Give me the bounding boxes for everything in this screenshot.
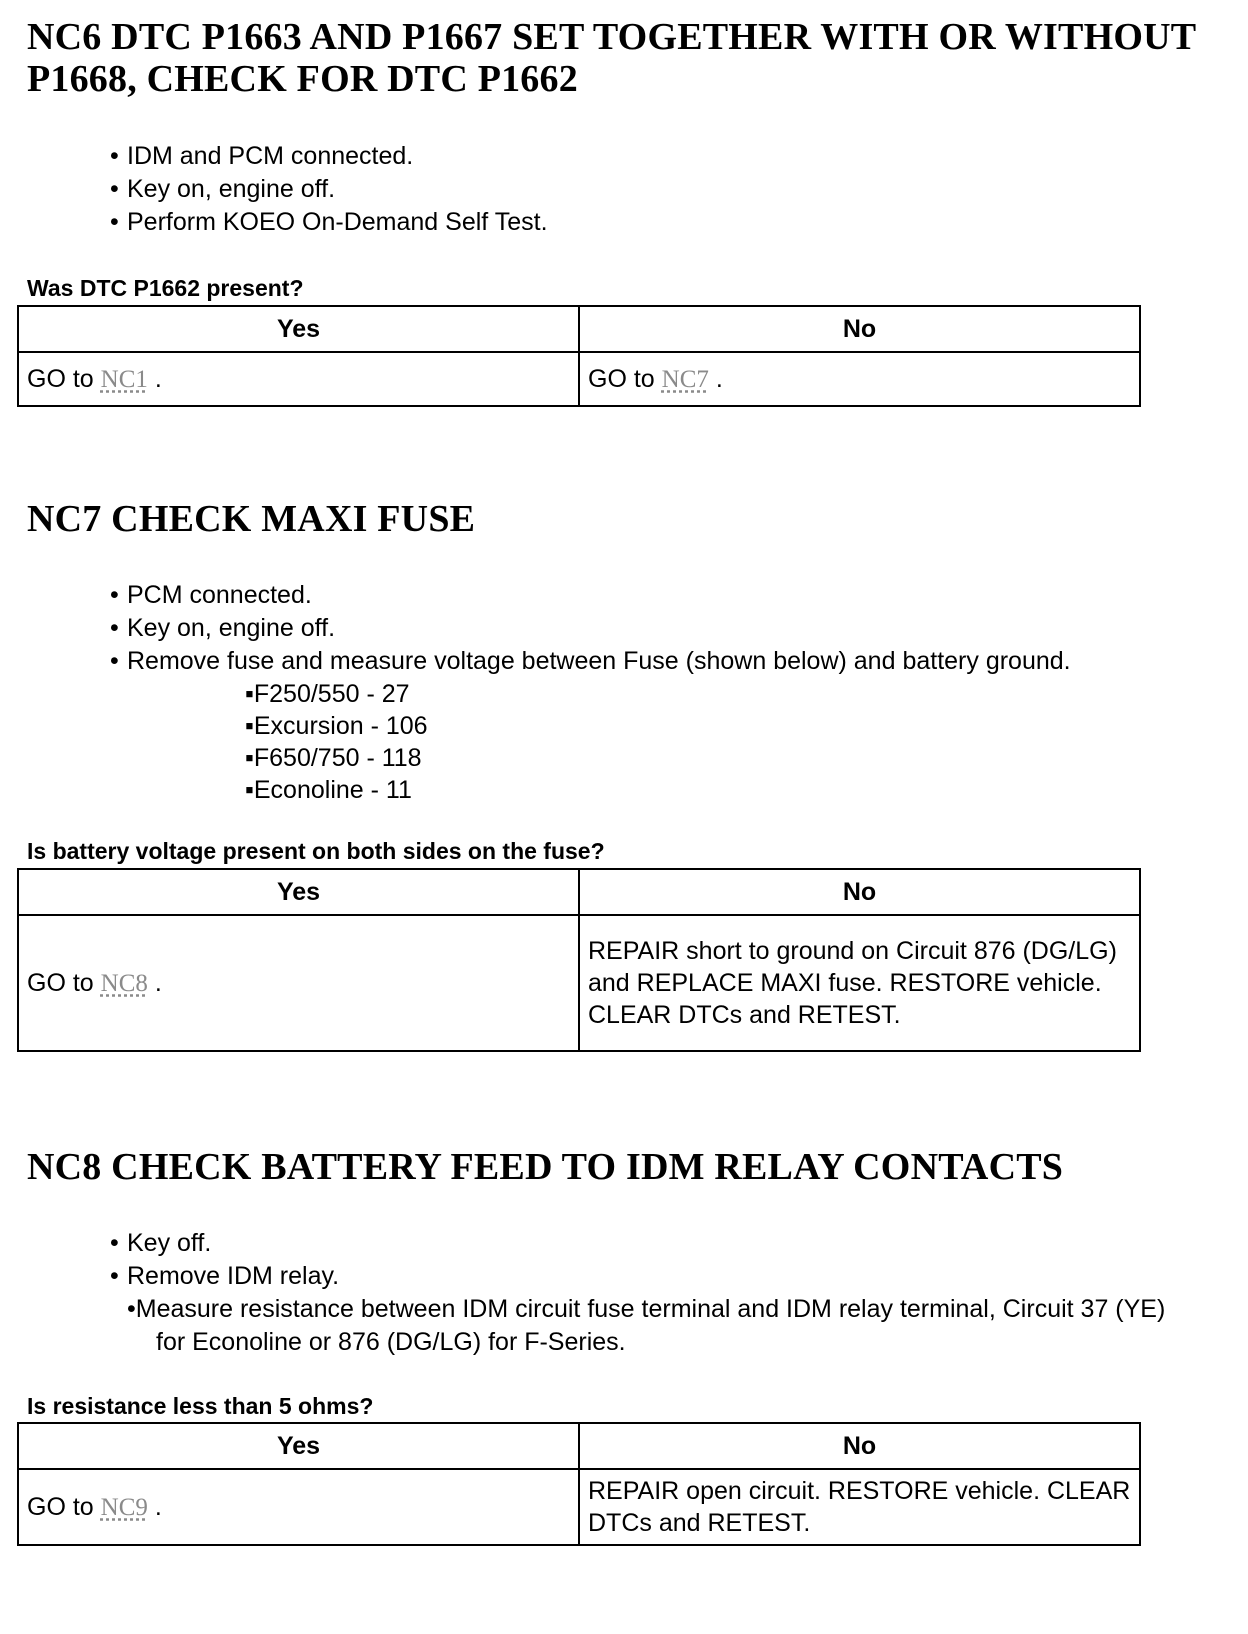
section-nc6-title: NC6 DTC P1663 AND P1667 SET TOGETHER WITH OR WITHOUT P1668, CHECK FOR DTC P1662 — [27, 16, 1196, 100]
section-nc7-decision-table — [17, 868, 1141, 1052]
no-header: No — [579, 1423, 1140, 1469]
yes-cell — [18, 915, 579, 1051]
yes-header: Yes — [18, 1423, 579, 1469]
section-nc7-question: Is battery voltage present on both sides on the fuse? — [27, 838, 605, 864]
no-cell: REPAIR short to ground on Circuit 876 (DG/LG) and REPLACE MAXI fuse. RESTORE vehicle. CLEAR DTCs and RETEST. — [579, 915, 1140, 1051]
yes-cell — [18, 1469, 579, 1545]
yes-suffix: . — [154, 1492, 162, 1521]
step-text: IDM and PCM connected. — [127, 142, 414, 170]
section-nc8-decision-table — [17, 1422, 1141, 1546]
step-text: Remove fuse and measure voltage between Fuse (shown below) and battery ground. — [127, 647, 1071, 675]
section-nc6-question: Was DTC P1662 present? — [27, 275, 304, 301]
section-nc7-steps — [110, 579, 1230, 806]
yes-prefix: GO to — [27, 968, 94, 997]
fuse-text: F650/750 - 118 — [253, 744, 422, 772]
yes-prefix: GO to — [27, 364, 94, 393]
link-nc7[interactable]: NC7 — [661, 365, 709, 393]
step-item: •Measure resistance between IDM circuit fuse terminal and IDM relay terminal, Circuit 37 (YE) for Econoline or 876 (DG/LG) for F-Series. — [127, 1295, 1166, 1356]
step-item: • Key off. — [110, 1229, 212, 1257]
step-item: • Remove IDM relay. — [110, 1262, 340, 1290]
step-item: • Key on, engine off. — [110, 614, 336, 642]
step-item: • Perform KOEO On-Demand Self Test. — [110, 208, 548, 236]
yes-cell — [18, 352, 579, 406]
step-text: Perform KOEO On-Demand Self Test. — [127, 208, 548, 236]
section-nc8-steps — [110, 1227, 1190, 1359]
step-text: Key on, engine off. — [127, 614, 336, 642]
step-text: Measure resistance between IDM circuit fuse terminal and IDM relay terminal, Circuit 37 (YE) for Econoline or 876 (DG/LG) for F-Series. — [135, 1295, 1166, 1356]
no-cell: REPAIR open circuit. RESTORE vehicle. CLEAR DTCs and RETEST. — [579, 1469, 1140, 1545]
step-item: • PCM connected. — [110, 581, 312, 609]
no-cell — [579, 352, 1140, 406]
section-nc8-title: NC8 CHECK BATTERY FEED TO IDM RELAY CONTACTS — [27, 1146, 1064, 1188]
section-nc6-steps — [110, 140, 548, 239]
section-nc7-title: NC7 CHECK MAXI FUSE — [27, 498, 476, 540]
no-header: No — [579, 869, 1140, 915]
step-text: PCM connected. — [127, 581, 312, 609]
no-header: No — [579, 306, 1140, 352]
section-nc6-decision-table — [17, 305, 1141, 407]
step-text: Key off. — [127, 1229, 212, 1257]
yes-header: Yes — [18, 869, 579, 915]
fuse-item: ▪Econoline - 11 — [245, 776, 412, 804]
link-nc9[interactable]: NC9 — [100, 1493, 148, 1521]
yes-prefix: GO to — [27, 1492, 94, 1521]
no-prefix: GO to — [588, 364, 655, 393]
link-nc1[interactable]: NC1 — [100, 365, 148, 393]
step-text: Key on, engine off. — [127, 175, 336, 203]
section-nc8-question: Is resistance less than 5 ohms? — [27, 1393, 374, 1419]
fuse-item: ▪Excursion - 106 — [245, 712, 428, 740]
fuse-text: Econoline - 11 — [253, 776, 412, 804]
fuse-item: ▪F250/550 - 27 — [245, 680, 410, 708]
link-nc8[interactable]: NC8 — [100, 969, 148, 997]
fuse-list — [127, 678, 1230, 806]
step-text: Remove IDM relay. — [127, 1262, 340, 1290]
yes-suffix: . — [154, 364, 162, 393]
yes-suffix: . — [154, 968, 162, 997]
fuse-text: F250/550 - 27 — [253, 680, 410, 708]
step-item: • Remove fuse and measure voltage between Fuse (shown below) and battery ground. ▪F250/550 - 27 ▪Excursion - 106 ▪F650/750 - 118 ▪Econoline - 11 — [110, 645, 1230, 806]
yes-header: Yes — [18, 306, 579, 352]
step-item: • IDM and PCM connected. — [110, 142, 414, 170]
fuse-text: Excursion - 106 — [253, 712, 428, 740]
step-item: • Key on, engine off. — [110, 175, 336, 203]
fuse-item: ▪F650/750 - 118 — [245, 744, 422, 772]
no-suffix: . — [715, 364, 723, 393]
